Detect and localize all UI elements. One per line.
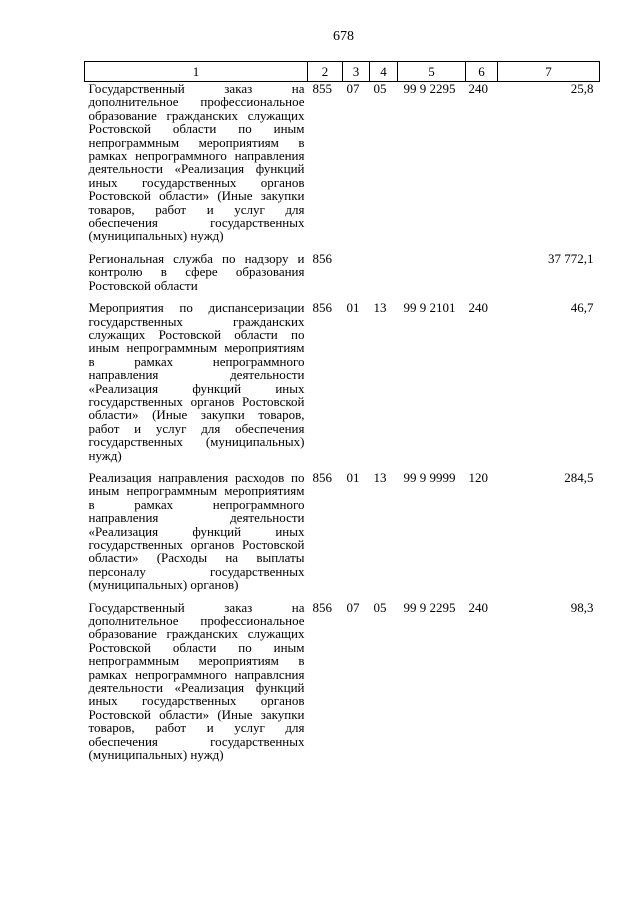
row-ministry-code: 856 [312,469,332,485]
column-header-5: 5 [398,62,466,82]
row-subsection-code: 05 [373,81,387,96]
column-header-7: 7 [498,62,600,82]
table-row [85,252,600,301]
row-section-code: 07 [346,81,360,96]
row-description: Государственный заказ на дополнительное профессиональное образование гражданских служащих Ростовской области по иным непрограммным мероприятиям в рамках непрограммного направлсния деятельности «Реализация функций иных государственных органов Ростовской области» (Иные закупки товаров, работ и услуг для обеспечения государственных (муниципальных) нужд) [88,599,305,763]
column-header-6: 6 [466,62,498,82]
row-amount: 98,3 [570,599,594,615]
row-ministry-code: 856 [312,300,332,316]
column-header-4: 4 [370,62,398,82]
table-row [85,471,600,601]
row-subsection-code: 13 [373,300,387,316]
row-expense-type: 240 [468,81,488,96]
budget-table [84,61,600,771]
row-expense-type: 120 [468,469,488,485]
row-target-article [398,252,466,301]
row-section-code: 07 [346,599,360,615]
row-description: Реализация направления расходов по иным непрограммным мероприятиям в рамках непрограммного направления деятельности «Реализация функций иных государственных органов Ростовской области» (Расходы на выплаты персоналу государственных (муниципальных) органов) [88,469,305,593]
column-header-3: 3 [343,62,370,82]
row-target-article: 99 9 2101 [403,300,456,316]
row-subsection-code [370,252,398,301]
row-amount: 37 772,1 [548,250,594,266]
row-description: Мероприятия по диспансеризации государственных гражданских служащих Ростовской области по иным непрограммным мероприятиям в рамках непрограммного направления деятельности «Реализация функций иных государственных органов Ростовской области» (Иные закупки товаров, работ и услуг для обеспечения государственных (муниципальных) нужд) [88,300,305,463]
row-ministry-code: 855 [312,81,332,96]
table-row [85,82,600,252]
row-expense-type: 240 [468,599,488,615]
row-subsection-code: 13 [373,469,387,485]
row-ministry-code: 856 [312,599,332,615]
table-row [85,301,600,471]
page-number: 678 [333,29,354,44]
row-description: Региональная служба по надзору и контролю в сфере образования Ростовской области [88,250,305,293]
table-header-row [85,62,600,82]
column-header-1: 1 [85,62,308,82]
row-amount: 46,7 [570,300,594,316]
row-subsection-code: 05 [373,599,387,615]
row-target-article: 99 9 2295 [403,81,456,96]
row-section-code: 01 [346,300,360,316]
row-target-article: 99 9 2295 [403,599,456,615]
table-row [85,601,600,771]
row-description: Государственный заказ на дополнительное профессиональное образование гражданских служащих Ростовской области по иным непрограммным мероприятиям в рамках непрограммного направления деятельности «Реализация функций иных государственных органов Ростовской области» (Иные закупки товаров, работ и услуг для обеспечения государственных (муниципальных) нужд) [88,81,305,244]
row-section-code [343,252,370,301]
row-amount: 25,8 [570,81,594,96]
column-header-2: 2 [308,62,343,82]
row-expense-type: 240 [468,300,488,316]
row-target-article: 99 9 9999 [403,469,456,485]
row-ministry-code: 856 [312,250,332,266]
row-expense-type [466,252,498,301]
row-section-code: 01 [346,469,360,485]
row-amount: 284,5 [564,469,594,485]
